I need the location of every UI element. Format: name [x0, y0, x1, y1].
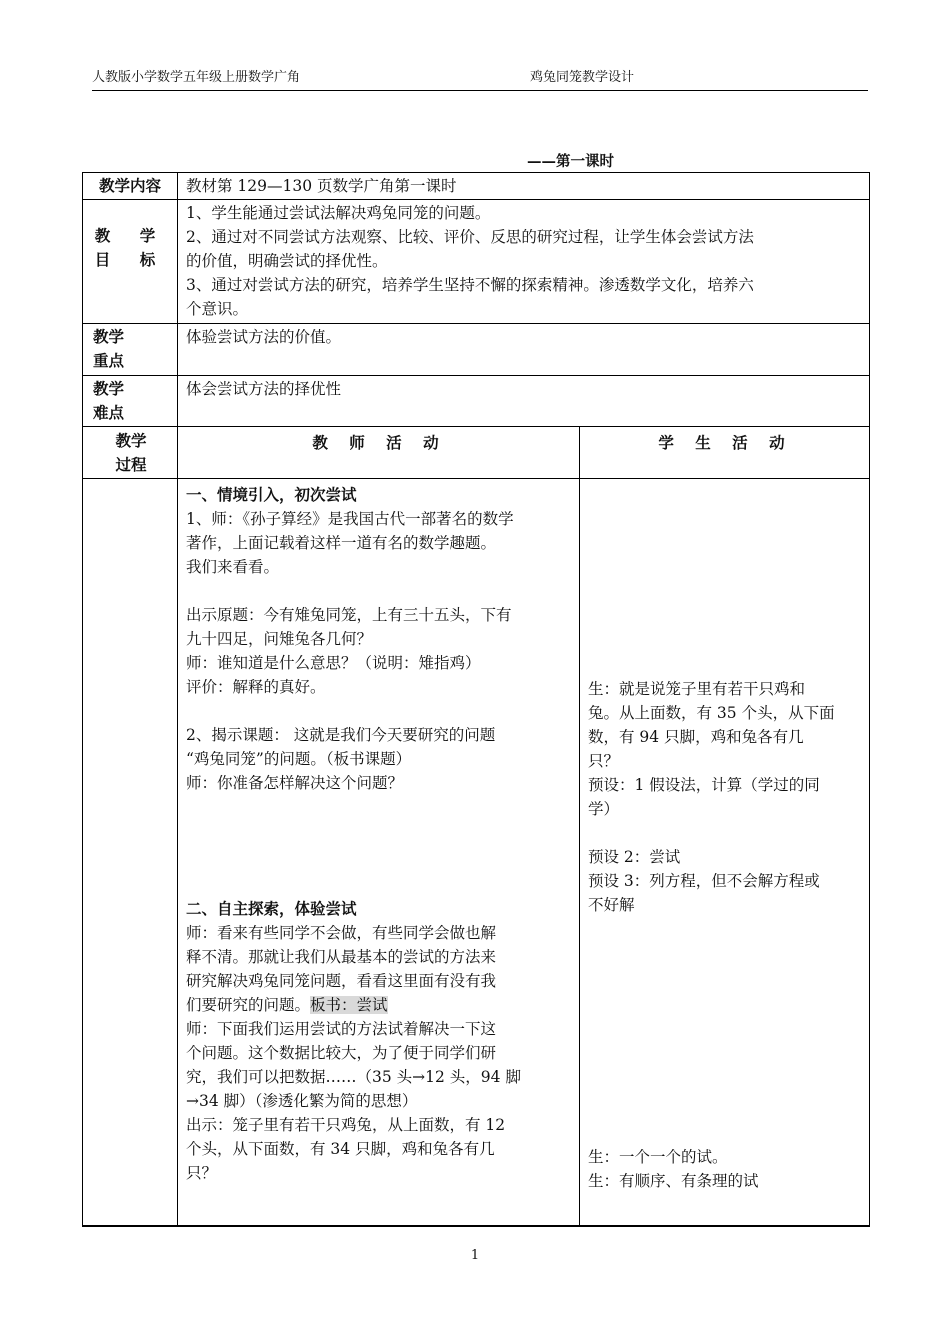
header-teacher-activity: 教 师 活 动 [178, 427, 580, 479]
teacher-line: 只？ [186, 1164, 218, 1182]
student-line: 生：有顺序、有条理的试 [588, 1172, 759, 1190]
label-goals-1: 教 学 [94, 227, 168, 245]
spacer [588, 917, 863, 1145]
goal-line: 2、通过对不同尝试方法观察、比较、评价、反思的研究过程，让学生体会尝试方法 [186, 228, 754, 246]
teacher-line [186, 993, 573, 1017]
student-line: 预设：1 假设法，计算（学过的同 [588, 776, 820, 794]
student-line: 兔。从上面数，有 35 个头，从下面 [588, 704, 835, 722]
label-difficulty-2: 难点 [93, 404, 125, 422]
label-goals [83, 200, 178, 324]
student-line: 不好解 [588, 896, 635, 914]
value-difficulty: 体会尝试方法的择优性 [178, 376, 870, 427]
teacher-line: 师：下面我们运用尝试的方法试着解决一下这 [186, 1020, 497, 1038]
header-book-title: 人教版小学数学五年级上册数学广角 [92, 70, 301, 85]
section-title: 二、自主探索，体验尝试 [186, 900, 357, 918]
teacher-line: “鸡兔同笼”的问题。（板书课题） [186, 750, 412, 768]
goal-line: 3、通过对尝试方法的研究，培养学生坚持不懈的探索精神。渗透数学文化，培养六 [186, 276, 754, 294]
process-blank-cell [83, 479, 178, 1226]
label-process-2: 过程 [115, 456, 147, 474]
student-activity-cell [580, 479, 870, 1226]
teacher-line: 我们来看看。 [186, 558, 280, 576]
highlighted-board-note: 板书：尝试 [310, 996, 388, 1014]
student-line: 数，有 94 只脚，鸡和兔各有几 [588, 728, 804, 746]
student-line: 生：就是说笼子里有若干只鸡和 [588, 680, 806, 698]
teacher-line: 师：谁知道是什么意思？（说明：雉指鸡） [186, 654, 481, 672]
header-doc-title: 鸡兔同笼教学设计 [530, 70, 635, 85]
teacher-line: 出示原题：今有雉兔同笼，上有三十五头，下有 [186, 606, 512, 624]
row-goals [83, 200, 870, 324]
section-title: 一、情境引入，初次尝试 [186, 486, 357, 504]
student-line: 学） [588, 800, 620, 818]
spacer [186, 699, 573, 723]
goal-line: 的价值，明确尝试的择优性。 [186, 252, 388, 270]
teacher-line: →34 脚）（渗透化繁为简的思想） [186, 1092, 418, 1110]
teacher-line: 1、师：《孙子算经》是我国古代一部著名的数学 [186, 510, 514, 528]
spacer [186, 795, 573, 897]
page-number: 1 [470, 1248, 480, 1263]
row-difficulty [83, 376, 870, 427]
teacher-line: 师：看来有些同学不会做，有些同学会做也解 [186, 924, 497, 942]
goal-line: 个意识。 [186, 300, 249, 318]
value-goals [178, 200, 870, 324]
teacher-line: 究，我们可以把数据……（35 头→12 头，94 脚 [186, 1068, 521, 1086]
header-student-activity: 学 生 活 动 [580, 427, 870, 479]
label-key-point-1: 教学 [93, 328, 125, 346]
label-goals-2: 目 标 [94, 251, 168, 269]
teacher-line: 释不清。那就让我们从最基本的尝试的方法来 [186, 948, 497, 966]
teacher-line: 著作，上面记载着这样一道有名的数学趣题。 [186, 534, 497, 552]
student-line: 预设 2：尝试 [588, 848, 681, 866]
row-content [83, 173, 870, 200]
label-process [83, 427, 178, 479]
student-line: 生：一个一个的试。 [588, 1148, 728, 1166]
teacher-line: 评价：解释的真好。 [186, 678, 326, 696]
label-process-1: 教学 [115, 432, 147, 450]
teacher-text: 们要研究的问题。 [186, 996, 311, 1014]
goal-line: 1、学生能通过尝试法解决鸡兔同笼的问题。 [186, 204, 491, 222]
label-key-point-2: 重点 [93, 352, 125, 370]
label-content: 教学内容 [83, 173, 178, 200]
teacher-line: 个问题。这个数据比较大，为了便于同学们研 [186, 1044, 497, 1062]
spacer [186, 579, 573, 603]
lesson-plan-table [82, 172, 870, 1227]
row-process-header [83, 427, 870, 479]
value-key-point: 体验尝试方法的价值。 [178, 324, 870, 376]
student-line: 预设 3：列方程，但不会解方程或 [588, 872, 820, 890]
row-key-point [83, 324, 870, 376]
label-difficulty-1: 教学 [93, 380, 125, 398]
teacher-line: 研究解决鸡兔同笼问题，看看这里面有没有我 [186, 972, 497, 990]
teacher-line: 个头，从下面数，有 34 只脚，鸡和兔各有几 [186, 1140, 495, 1158]
student-line: 只？ [588, 752, 620, 770]
teacher-line: 出示：笼子里有若干只鸡兔，从上面数，有 12 [186, 1116, 506, 1134]
label-key-point [83, 324, 178, 376]
spacer [588, 821, 863, 845]
teacher-line: 师：你准备怎样解决这个问题？ [186, 774, 404, 792]
teacher-line: 九十四足，问雉兔各几何？ [186, 630, 373, 648]
teacher-activity-cell [178, 479, 580, 1226]
teacher-line: 2、揭示课题： 这就是我们今天要研究的问题 [186, 726, 496, 744]
lesson-title: ——第一课时 [527, 153, 614, 170]
value-content: 教材第 129—130 页数学广角第一课时 [178, 173, 870, 200]
row-process-body [83, 479, 870, 1226]
page-header [92, 66, 868, 91]
label-difficulty [83, 376, 178, 427]
